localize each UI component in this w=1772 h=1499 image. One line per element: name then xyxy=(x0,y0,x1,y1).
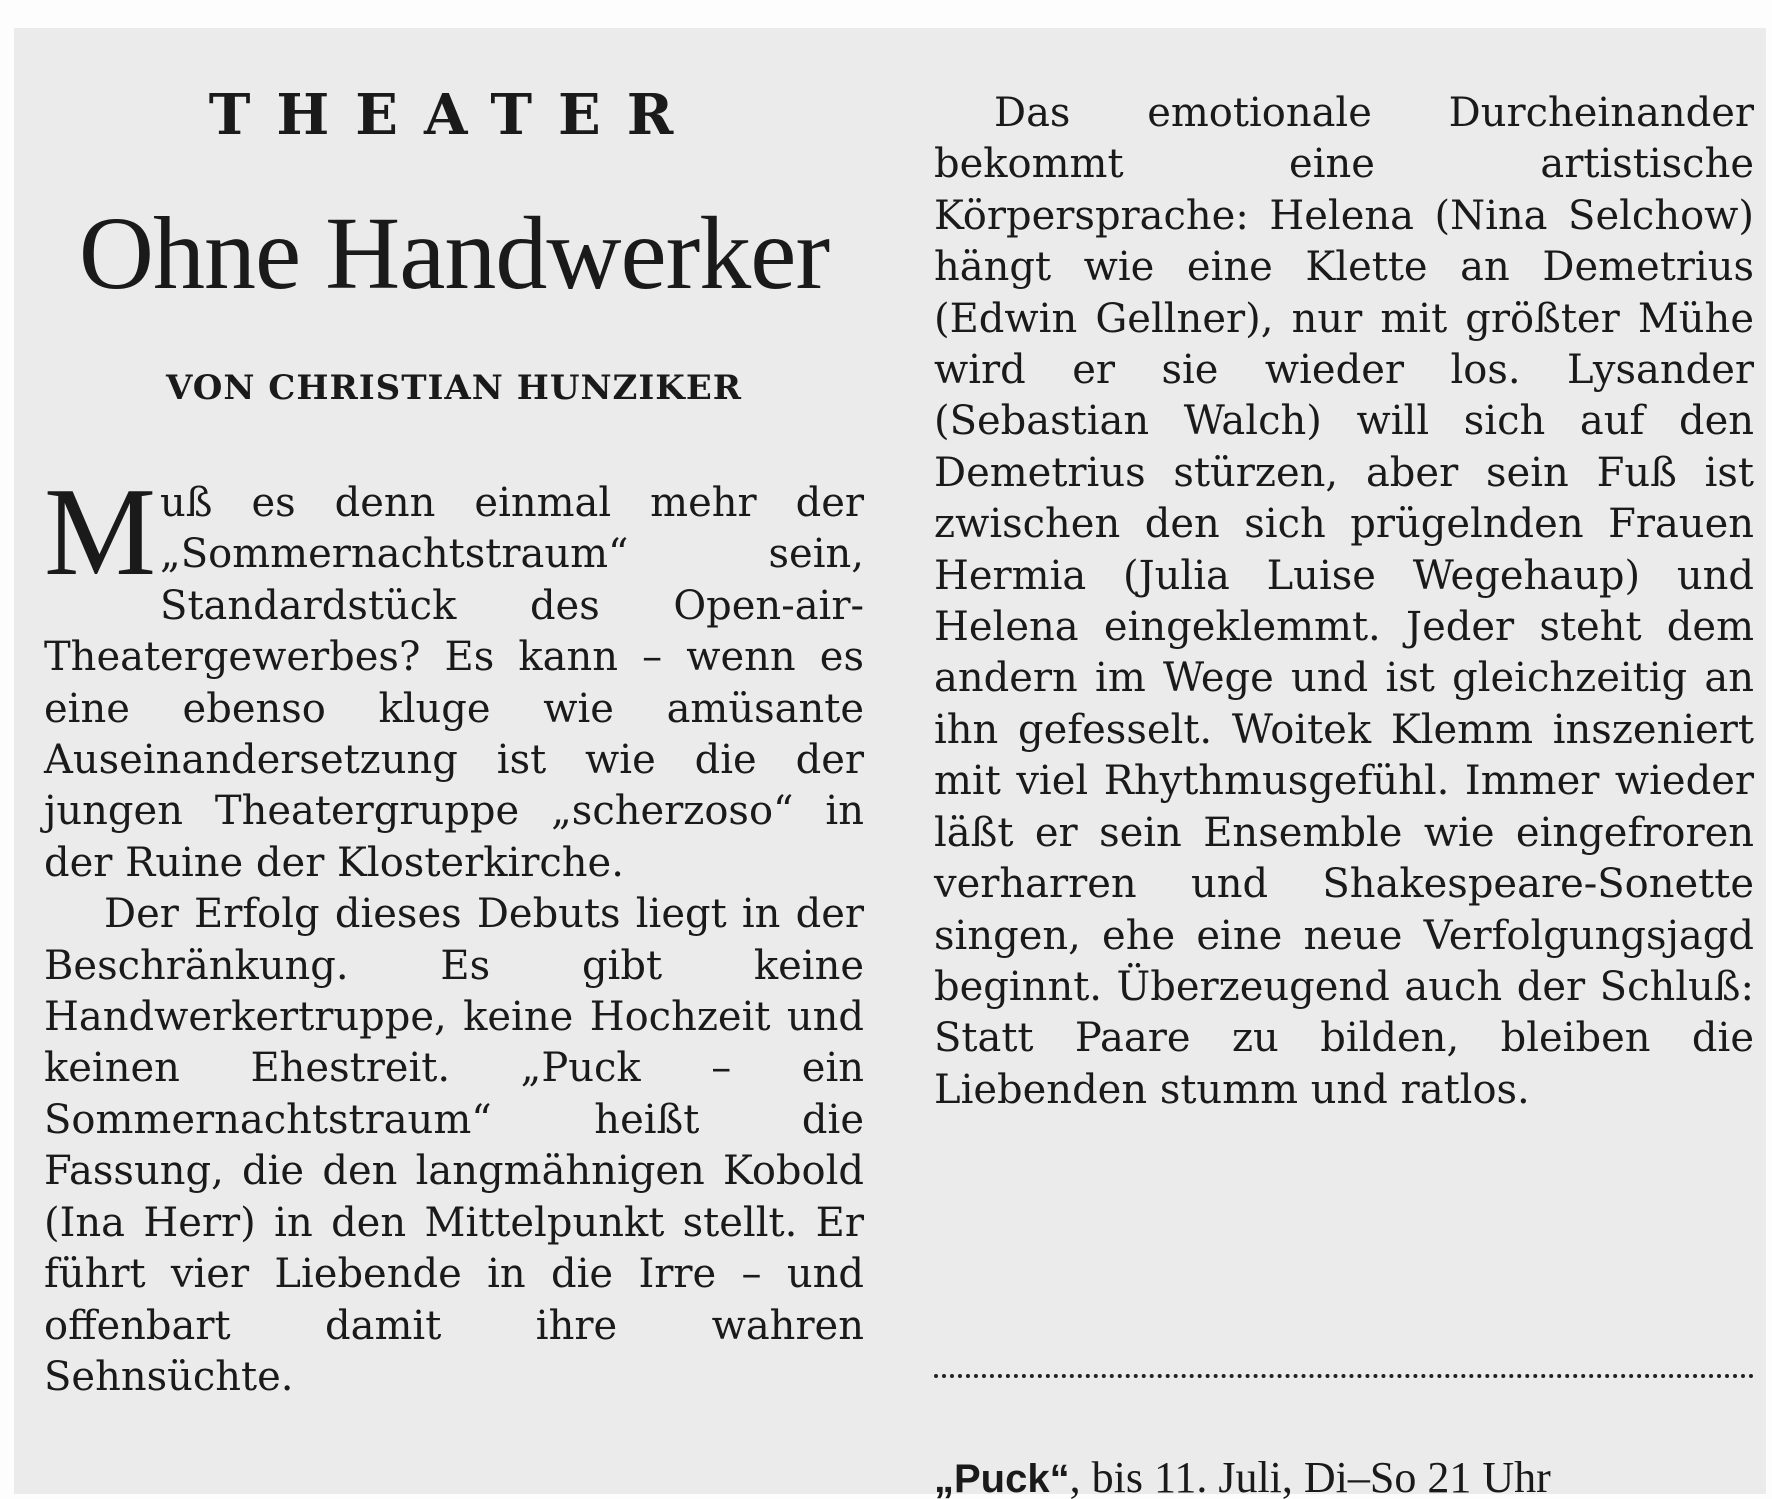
article-body-left xyxy=(44,463,864,1403)
article-body-right xyxy=(934,88,1754,1116)
left-column xyxy=(44,58,864,1498)
paragraph-1 xyxy=(44,463,864,889)
article-headline: Ohne Handwerker xyxy=(78,196,830,311)
play-title: „Puck“ xyxy=(934,1457,1070,1499)
performance-info xyxy=(934,1450,1754,1499)
section-rubric: THEATER xyxy=(208,82,700,148)
article-byline: VON CHRISTIAN HUNZIKER xyxy=(165,368,742,408)
drop-cap: M xyxy=(44,463,157,602)
newspaper-clipping xyxy=(14,28,1766,1499)
paragraph-1-text: uß es denn einmal mehr der „Sommernachtstraum“ sein, Standardstück des Open-air-Theatergewerbes? Es kann – wenn es eine ebenso kluge wie amüsante Auseinandersetzung ist wie die der jungen Theatergruppe „scherzoso“ in der Ruine der Klosterkirche. xyxy=(44,480,864,886)
paragraph-2: Der Erfolg dieses Debuts liegt in der Beschränkung. Es gibt keine Handwerkertruppe, keine Hochzeit und keinen Ehestreit. „Puck – ein Sommernachtstraum“ heißt die Fassung, die den langmähnigen Kobold (Ina Herr) in den Mittelpunkt stellt. Er führt vier Liebende in die Irre – und offenbart damit ihre wahren Sehnsüchte. xyxy=(44,891,864,1400)
right-column xyxy=(934,58,1754,1498)
performance-dates: , bis 11. Juli, Di–So 21 Uhr xyxy=(1069,1453,1551,1499)
paragraph-3: Das emotionale Durcheinander bekommt eine artistische Körpersprache: Helena (Nina Selchow) hängt wie eine Klette an Demetrius (Edwin Gellner), nur mit größter Mühe wird er sie wieder los. Lysander (Sebastian Walch) will sich auf den Demetrius stürzen, aber sein Fuß ist zwischen den sich prügelnden Frauen Hermia (Julia Luise Wegehaup) und Helena eingeklemmt. Jeder steht dem andern im Wege und ist gleichzeitig an ihn gefesselt. Woitek Klemm inszeniert mit viel Rhythmusgefühl. Immer wieder läßt er sein Ensemble wie eingefroren verharren und Shakespeare-Sonette singen, ehe eine neue Verfolgungsjagd beginnt. Überzeugend auch der Schluß: Statt Paare zu bilden, bleiben die Liebenden stumm und ratlos. xyxy=(934,90,1754,1113)
dotted-divider xyxy=(934,1374,1754,1378)
